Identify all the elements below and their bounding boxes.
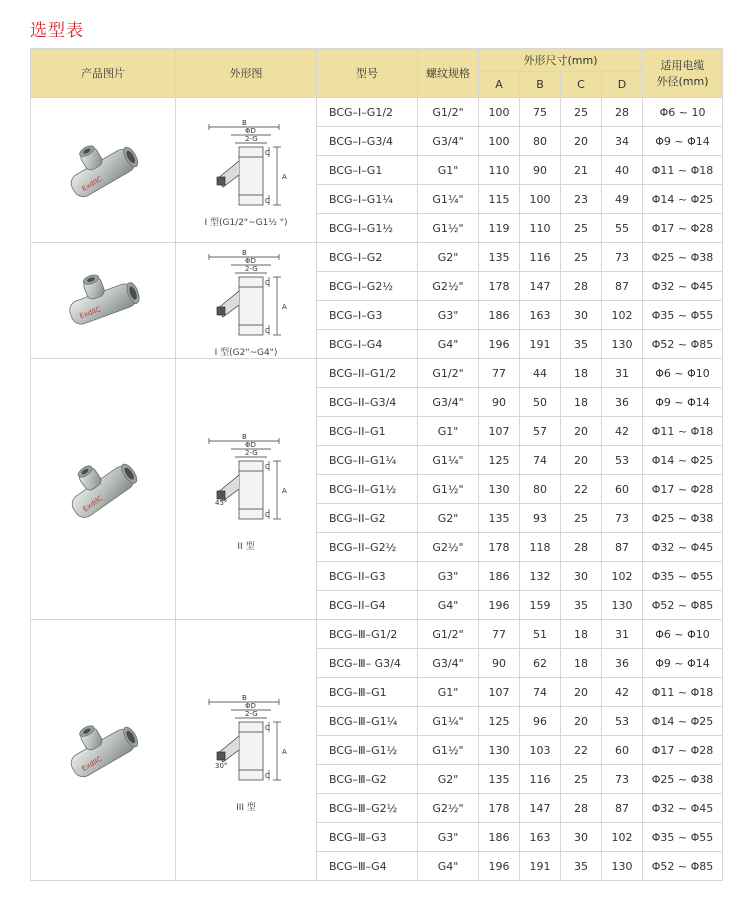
cell-c: 35: [561, 852, 602, 881]
cell-cable: Φ35 ~ Φ55: [643, 562, 723, 591]
cell-model: BCG–II–G1: [317, 417, 418, 446]
cell-b: 132: [520, 562, 561, 591]
cell-d: 53: [602, 446, 643, 475]
cell-b: 116: [520, 765, 561, 794]
cell-a: 186: [479, 301, 520, 330]
cell-c: 18: [561, 620, 602, 649]
cell-d: 87: [602, 794, 643, 823]
cell-model: BCG–Ⅲ–G2: [317, 765, 418, 794]
dimension-drawing-icon: [189, 688, 304, 798]
table-row: [31, 98, 723, 127]
cell-d: 73: [602, 504, 643, 533]
cell-a: 110: [479, 156, 520, 185]
cell-cable: Φ17 ~ Φ28: [643, 214, 723, 243]
svg-text:45°: 45°: [214, 498, 227, 507]
cell-c: 18: [561, 388, 602, 417]
cell-d: 31: [602, 620, 643, 649]
cell-thread: G3": [418, 301, 479, 330]
cell-model: BCG–II–G4: [317, 591, 418, 620]
cell-thread: G1¼": [418, 185, 479, 214]
cell-c: 20: [561, 707, 602, 736]
cell-model: BCG–Ⅲ–G1½: [317, 736, 418, 765]
cell-b: 110: [520, 214, 561, 243]
cell-a: 125: [479, 707, 520, 736]
cell-d: 130: [602, 852, 643, 881]
cell-d: 73: [602, 243, 643, 272]
svg-text:C: C: [264, 510, 270, 519]
drawing-caption: II 型: [237, 541, 255, 552]
dimension-drawing-icon: [189, 243, 304, 343]
svg-text:ΦD: ΦD: [244, 257, 256, 265]
cell-cable: Φ14 ~ Φ25: [643, 446, 723, 475]
cell-cable: Φ11 ~ Φ18: [643, 417, 723, 446]
cell-c: 21: [561, 156, 602, 185]
outline-drawing: [176, 359, 317, 620]
cell-model: BCG–I–G1/2: [317, 98, 418, 127]
cell-thread: G3": [418, 823, 479, 852]
svg-text:30°: 30°: [214, 761, 227, 770]
table-row: [31, 620, 723, 649]
cell-cable: Φ9 ~ Φ14: [643, 649, 723, 678]
cell-d: 73: [602, 765, 643, 794]
dimension-drawing-icon: [189, 427, 304, 537]
cell-model: BCG–Ⅲ–G1/2: [317, 620, 418, 649]
svg-text:C: C: [264, 196, 270, 205]
svg-text:ExdIIC: ExdIIC: [80, 754, 104, 773]
cell-d: 55: [602, 214, 643, 243]
svg-text:B: B: [241, 118, 247, 127]
cell-a: 100: [479, 127, 520, 156]
cell-cable: Φ11 ~ Φ18: [643, 156, 723, 185]
cell-thread: G4": [418, 330, 479, 359]
svg-text:2-G: 2-G: [244, 709, 258, 718]
cell-c: 18: [561, 359, 602, 388]
cell-thread: G4": [418, 852, 479, 881]
cell-cable: Φ6 ~ 10: [643, 98, 723, 127]
cell-model: BCG–I–G2: [317, 243, 418, 272]
header-drawing: 外形图: [176, 49, 317, 98]
cell-model: BCG–I–G1½: [317, 214, 418, 243]
cell-c: 20: [561, 417, 602, 446]
cell-a: 107: [479, 678, 520, 707]
cell-a: 178: [479, 533, 520, 562]
cell-model: BCG–Ⅲ–G4: [317, 852, 418, 881]
cell-c: 25: [561, 504, 602, 533]
cell-model: BCG–I–G4: [317, 330, 418, 359]
cell-b: 96: [520, 707, 561, 736]
cell-model: BCG–II–G2½: [317, 533, 418, 562]
cell-b: 80: [520, 127, 561, 156]
cell-d: 36: [602, 388, 643, 417]
cell-b: 51: [520, 620, 561, 649]
cell-c: 25: [561, 214, 602, 243]
cell-c: 35: [561, 591, 602, 620]
cell-a: 130: [479, 736, 520, 765]
cell-cable: Φ6 ~ Φ10: [643, 620, 723, 649]
svg-text:C: C: [264, 771, 270, 780]
svg-text:ΦD: ΦD: [244, 126, 256, 135]
header-c: C: [561, 72, 602, 98]
cell-a: 100: [479, 98, 520, 127]
cell-b: 163: [520, 823, 561, 852]
header-cable-line2: 外径(mm): [656, 75, 709, 88]
cell-thread: G1¼": [418, 707, 479, 736]
cell-c: 20: [561, 446, 602, 475]
cell-cable: Φ32 ~ Φ45: [643, 794, 723, 823]
cell-thread: G3": [418, 562, 479, 591]
svg-text:ExdIIC: ExdIIC: [78, 304, 103, 320]
header-cable-line1: 适用电缆: [660, 59, 705, 72]
cell-thread: G2": [418, 504, 479, 533]
cell-c: 25: [561, 243, 602, 272]
cell-b: 57: [520, 417, 561, 446]
cell-c: 35: [561, 330, 602, 359]
header-thread: 螺纹规格: [418, 49, 479, 98]
cell-model: BCG–II–G1/2: [317, 359, 418, 388]
cell-c: 30: [561, 562, 602, 591]
cell-model: BCG–II–G1¼: [317, 446, 418, 475]
cell-model: BCG–I–G3: [317, 301, 418, 330]
cell-model: BCG–Ⅲ–G1¼: [317, 707, 418, 736]
cell-a: 119: [479, 214, 520, 243]
cell-b: 191: [520, 330, 561, 359]
cell-cable: Φ35 ~ Φ55: [643, 823, 723, 852]
cell-thread: G3/4": [418, 388, 479, 417]
cell-c: 28: [561, 533, 602, 562]
cell-model: BCG–I–G3/4: [317, 127, 418, 156]
outline-drawing: [176, 98, 317, 243]
cell-a: 135: [479, 504, 520, 533]
cell-cable: Φ17 ~ Φ28: [643, 475, 723, 504]
header-model: 型号: [317, 49, 418, 98]
svg-text:ΦD: ΦD: [244, 701, 256, 710]
cell-cable: Φ52 ~ Φ85: [643, 591, 723, 620]
svg-text:ExdIIC: ExdIIC: [81, 494, 105, 514]
cell-b: 93: [520, 504, 561, 533]
outline-drawing: [176, 620, 317, 881]
cell-c: 30: [561, 823, 602, 852]
cell-model: BCG–Ⅲ–G1: [317, 678, 418, 707]
cell-a: 125: [479, 446, 520, 475]
fitting-photo-icon: [63, 266, 143, 336]
cell-cable: Φ32 ~ Φ45: [643, 533, 723, 562]
cell-thread: G3/4": [418, 127, 479, 156]
cell-cable: Φ32 ~ Φ45: [643, 272, 723, 301]
svg-text:A: A: [281, 486, 287, 495]
svg-text:C: C: [264, 462, 270, 471]
cell-b: 163: [520, 301, 561, 330]
cell-c: 30: [561, 301, 602, 330]
fitting-photo-icon: [63, 135, 143, 205]
cell-cable: Φ35 ~ Φ55: [643, 301, 723, 330]
cell-cable: Φ25 ~ Φ38: [643, 243, 723, 272]
cell-b: 74: [520, 446, 561, 475]
cell-b: 44: [520, 359, 561, 388]
header-cable: [643, 49, 723, 98]
cell-thread: G1¼": [418, 446, 479, 475]
header-b: B: [520, 72, 561, 98]
svg-text:2-G: 2-G: [244, 134, 258, 143]
cell-a: 77: [479, 359, 520, 388]
cell-a: 178: [479, 272, 520, 301]
cell-b: 50: [520, 388, 561, 417]
cell-c: 28: [561, 794, 602, 823]
cell-thread: G1": [418, 156, 479, 185]
drawing-caption: I 型(G1/2"~G1½ "): [204, 217, 288, 228]
cell-thread: G1": [418, 417, 479, 446]
cell-c: 22: [561, 475, 602, 504]
cell-model: BCG–Ⅲ–G2½: [317, 794, 418, 823]
cell-thread: G2½": [418, 794, 479, 823]
svg-text:C: C: [264, 279, 270, 287]
cell-b: 75: [520, 98, 561, 127]
cell-model: BCG–II–G3/4: [317, 388, 418, 417]
cell-cable: Φ11 ~ Φ18: [643, 678, 723, 707]
cell-b: 80: [520, 475, 561, 504]
cell-d: 34: [602, 127, 643, 156]
cell-b: 159: [520, 591, 561, 620]
cell-d: 53: [602, 707, 643, 736]
cell-cable: Φ9 ~ Φ14: [643, 388, 723, 417]
fitting-photo-icon: [63, 715, 143, 785]
cell-a: 186: [479, 823, 520, 852]
svg-text:B: B: [241, 249, 247, 257]
cell-thread: G2½": [418, 533, 479, 562]
svg-text:B: B: [241, 432, 247, 441]
cell-cable: Φ6 ~ Φ10: [643, 359, 723, 388]
cell-b: 100: [520, 185, 561, 214]
cell-model: BCG–II–G2: [317, 504, 418, 533]
cell-a: 130: [479, 475, 520, 504]
cell-thread: G2": [418, 765, 479, 794]
cell-c: 22: [561, 736, 602, 765]
cell-b: 191: [520, 852, 561, 881]
cell-a: 115: [479, 185, 520, 214]
svg-text:2-G: 2-G: [244, 265, 258, 273]
cell-b: 62: [520, 649, 561, 678]
svg-text:2-G: 2-G: [244, 448, 258, 457]
cell-cable: Φ25 ~ Φ38: [643, 504, 723, 533]
cell-b: 90: [520, 156, 561, 185]
cell-thread: G2½": [418, 272, 479, 301]
table-row: [31, 359, 723, 388]
cell-thread: G1": [418, 678, 479, 707]
cell-cable: Φ25 ~ Φ38: [643, 765, 723, 794]
cell-thread: G1/2": [418, 359, 479, 388]
cell-d: 42: [602, 417, 643, 446]
cell-a: 178: [479, 794, 520, 823]
page-title: 选型表: [30, 21, 84, 41]
cell-b: 147: [520, 794, 561, 823]
cell-model: BCG–II–G3: [317, 562, 418, 591]
cell-thread: G1½": [418, 475, 479, 504]
cell-c: 18: [561, 649, 602, 678]
cell-d: 36: [602, 649, 643, 678]
cell-a: 135: [479, 765, 520, 794]
cell-c: 20: [561, 127, 602, 156]
cell-a: 186: [479, 562, 520, 591]
cell-d: 130: [602, 591, 643, 620]
product-photo: [31, 98, 176, 243]
cell-d: 87: [602, 272, 643, 301]
selection-table: [30, 48, 723, 881]
cell-a: 196: [479, 591, 520, 620]
cell-d: 87: [602, 533, 643, 562]
svg-text:A: A: [281, 172, 287, 181]
cell-d: 42: [602, 678, 643, 707]
svg-text:A: A: [281, 747, 287, 756]
cell-thread: G1/2": [418, 620, 479, 649]
header-d: D: [602, 72, 643, 98]
cell-c: 20: [561, 678, 602, 707]
cell-d: 102: [602, 562, 643, 591]
product-photo: [31, 359, 176, 620]
svg-text:C: C: [264, 327, 270, 335]
cell-c: 28: [561, 272, 602, 301]
cell-model: BCG–Ⅲ–G3: [317, 823, 418, 852]
cell-d: 40: [602, 156, 643, 185]
outline-drawing: [176, 243, 317, 359]
cell-thread: G1½": [418, 214, 479, 243]
cell-cable: Φ52 ~ Φ85: [643, 852, 723, 881]
cell-c: 25: [561, 98, 602, 127]
cell-thread: G1½": [418, 736, 479, 765]
product-photo: [31, 243, 176, 359]
cell-thread: G1/2": [418, 98, 479, 127]
cell-d: 60: [602, 475, 643, 504]
table-row: [31, 243, 723, 272]
cell-d: 60: [602, 736, 643, 765]
fitting-photo-icon: [63, 454, 143, 524]
cell-model: BCG–I–G1: [317, 156, 418, 185]
cell-model: BCG–I–G2½: [317, 272, 418, 301]
cell-a: 196: [479, 852, 520, 881]
cell-b: 116: [520, 243, 561, 272]
dimension-drawing-icon: [189, 113, 304, 213]
cell-cable: Φ9 ~ Φ14: [643, 127, 723, 156]
cell-c: 23: [561, 185, 602, 214]
cell-d: 49: [602, 185, 643, 214]
product-photo: [31, 620, 176, 881]
cell-cable: Φ14 ~ Φ25: [643, 707, 723, 736]
header-dimensions: 外形尺寸(mm): [479, 49, 643, 72]
svg-text:B: B: [241, 693, 247, 702]
cell-a: 135: [479, 243, 520, 272]
header-photo: 产品图片: [31, 49, 176, 98]
cell-d: 31: [602, 359, 643, 388]
cell-thread: G4": [418, 591, 479, 620]
cell-b: 103: [520, 736, 561, 765]
cell-a: 107: [479, 417, 520, 446]
svg-text:C: C: [264, 148, 270, 157]
cell-d: 130: [602, 330, 643, 359]
drawing-caption: III 型: [236, 802, 256, 813]
cell-b: 147: [520, 272, 561, 301]
cell-cable: Φ17 ~ Φ28: [643, 736, 723, 765]
cell-thread: G3/4": [418, 649, 479, 678]
cell-cable: Φ14 ~ Φ25: [643, 185, 723, 214]
cell-model: BCG–I–G1¼: [317, 185, 418, 214]
cell-a: 77: [479, 620, 520, 649]
cell-a: 90: [479, 388, 520, 417]
cell-cable: Φ52 ~ Φ85: [643, 330, 723, 359]
svg-text:ΦD: ΦD: [244, 440, 256, 449]
cell-model: BCG–II–G1½: [317, 475, 418, 504]
cell-d: 28: [602, 98, 643, 127]
cell-d: 102: [602, 301, 643, 330]
svg-text:ExdIIC: ExdIIC: [80, 174, 104, 193]
cell-thread: G2": [418, 243, 479, 272]
cell-a: 90: [479, 649, 520, 678]
svg-text:A: A: [281, 303, 287, 311]
svg-text:C: C: [264, 723, 270, 732]
table-body: [31, 98, 723, 881]
cell-d: 102: [602, 823, 643, 852]
cell-c: 25: [561, 765, 602, 794]
cell-b: 74: [520, 678, 561, 707]
cell-b: 118: [520, 533, 561, 562]
header-a: A: [479, 72, 520, 98]
drawing-caption: I 型(G2"~G4"): [214, 348, 278, 358]
cell-model: BCG–Ⅲ– G3/4: [317, 649, 418, 678]
cell-a: 196: [479, 330, 520, 359]
